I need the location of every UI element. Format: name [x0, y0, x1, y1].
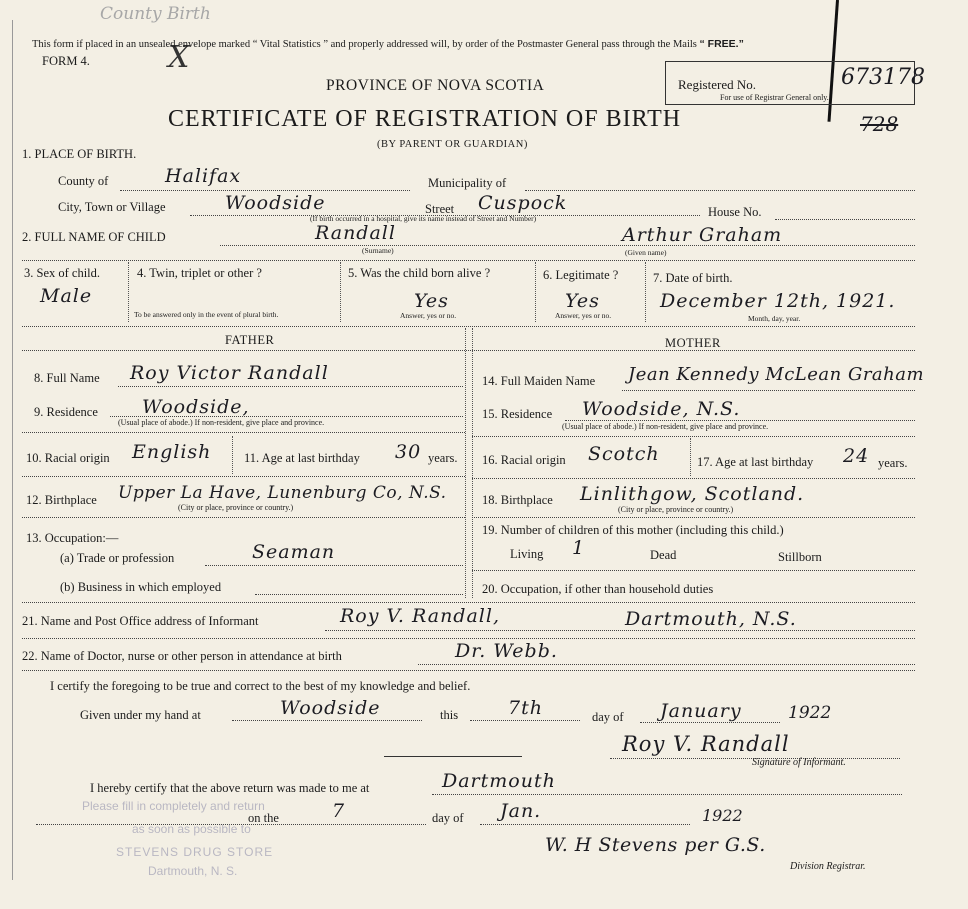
sex-label: 3. Sex of child.	[24, 266, 101, 280]
sex-value: Male	[40, 285, 93, 307]
child-name-label: 2. FULL NAME OF CHILD	[22, 230, 166, 244]
alive-value: Yes	[414, 290, 449, 312]
page-subtitle: (BY PARENT OR GUARDIAN)	[377, 139, 528, 150]
informant-value-2: Dartmouth, N.S.	[625, 608, 797, 630]
registered-label: Registered No.	[678, 77, 756, 92]
mother-birth-caption: (City or place, province or country.)	[618, 505, 734, 514]
seal-line	[384, 756, 522, 757]
father-heading: FATHER	[225, 333, 275, 347]
given-month-line	[640, 722, 780, 723]
registrar-month: Jan.	[500, 800, 542, 822]
signature-caption: Signature of Informant.	[752, 757, 846, 768]
father-birth: Upper La Have, Lunenburg Co, N.S.	[118, 483, 447, 503]
registered-note: For use of Registrar General only.	[720, 93, 829, 102]
father-res-caption: (Usual place of abode.) If non-resident, give place and province.	[118, 418, 325, 427]
mother-name-line	[622, 390, 915, 391]
county-label: County of	[58, 174, 109, 188]
father-name-line	[118, 386, 463, 387]
columns-bottom	[22, 602, 915, 603]
place-heading: 1. PLACE OF BIRTH.	[22, 147, 137, 161]
mother-row-sep2	[472, 478, 915, 479]
mother-row-sep3	[472, 517, 915, 518]
dead-label: Dead	[650, 548, 677, 562]
father-race-label: 10. Racial origin	[26, 451, 110, 465]
father-row-sep3	[22, 517, 465, 518]
row3-div2	[340, 262, 341, 322]
father-res: Woodside,	[142, 396, 250, 418]
house-line	[775, 219, 915, 220]
registrar-place-line	[432, 794, 902, 795]
mother-row-sep1	[472, 436, 915, 437]
stillborn-label: Stillborn	[778, 550, 822, 564]
registered-box	[665, 61, 925, 105]
mother-heading: MOTHER	[665, 336, 721, 350]
legit-label: 6. Legitimate ?	[543, 268, 619, 282]
father-race: English	[132, 441, 212, 463]
registrar-place: Dartmouth	[442, 770, 556, 792]
doctor-line	[418, 664, 915, 665]
street-value: Cuspock	[478, 192, 568, 214]
left-margin-rule	[12, 20, 13, 880]
mother-occ-label: 20. Occupation, if other than household duties	[482, 582, 714, 596]
informant-line	[325, 630, 915, 631]
mother-race-div	[690, 438, 691, 476]
twin-note: To be answered only in the event of plural birth.	[134, 310, 279, 319]
x-mark: X	[168, 40, 190, 75]
page-title: CERTIFICATE OF REGISTRATION OF BIRTH	[168, 106, 682, 132]
father-trade: Seaman	[252, 541, 336, 563]
doctor-value: Dr. Webb.	[455, 640, 558, 662]
father-age: 30	[395, 441, 422, 463]
dob-value: December 12th, 1921.	[660, 290, 896, 312]
registrar-month-line	[480, 824, 690, 825]
given-under-label: Given under my hand at	[80, 708, 201, 722]
row3-div3	[535, 262, 536, 322]
informant-value: Roy V. Randall,	[340, 605, 500, 627]
col-divider-2	[472, 328, 473, 598]
given-place-line	[232, 720, 422, 721]
legit-value: Yes	[565, 290, 600, 312]
mother-age: 24	[843, 445, 870, 467]
father-age-label: 11. Age at last birthday	[244, 451, 360, 465]
informant-signature: Roy V. Randall	[622, 732, 790, 756]
mail-notice-free: “ FREE.”	[699, 38, 744, 50]
mother-age-unit: years.	[878, 456, 908, 470]
registrar-caption: Division Registrar.	[790, 861, 866, 872]
hospital-note: (If birth occurred in a hospital, give its name instead of Street and Number)	[310, 214, 537, 223]
house-label: House No.	[708, 205, 762, 219]
stamp-line-2: as soon as possible to	[132, 822, 251, 836]
county-value: Halifax	[165, 165, 242, 187]
father-occ-label: 13. Occupation:—	[26, 531, 119, 545]
given-month: January	[660, 700, 742, 722]
pencil-note: County Birth	[100, 4, 211, 24]
mother-name: Jean Kennedy McLean Graham	[628, 364, 925, 385]
father-row-sep1	[22, 432, 465, 433]
father-trade-line	[205, 565, 463, 566]
given-place: Woodside	[280, 697, 381, 719]
dob-caption: Month, day, year.	[748, 314, 801, 323]
surname-caption: (Surname)	[362, 246, 394, 255]
mother-res-line	[565, 420, 915, 421]
registrar-signature: W. H Stevens per G.S.	[545, 834, 766, 856]
father-age-unit: years.	[428, 451, 458, 465]
mother-res: Woodside, N.S.	[582, 398, 741, 420]
twin-label: 4. Twin, triplet or other ?	[137, 266, 262, 280]
row3-div1	[128, 262, 129, 322]
row22-bottom	[22, 670, 915, 671]
child-name-line	[220, 245, 915, 246]
father-trade-label: (a) Trade or profession	[60, 551, 175, 565]
father-row-sep2	[22, 476, 465, 477]
father-res-line	[110, 416, 463, 417]
municipality-label: Municipality of	[428, 176, 507, 190]
row21-bottom	[22, 638, 915, 639]
stamp-line-1: Please fill in completely and return	[82, 799, 265, 813]
father-race-div	[232, 436, 233, 474]
registrar-text: I hereby certify that the above return was made to me at	[90, 781, 370, 795]
father-business-label: (b) Business in which employed	[60, 580, 222, 594]
given-year: 1922	[788, 703, 832, 723]
given-caption: (Given name)	[625, 248, 667, 257]
given-day-line	[470, 720, 580, 721]
county-line	[120, 190, 410, 191]
mother-name-label: 14. Full Maiden Name	[482, 374, 596, 388]
mother-age-label: 17. Age at last birthday	[697, 455, 814, 469]
certify-text: I certify the foregoing to be true and correct to the best of my knowledge and belief.	[50, 679, 471, 693]
municipality-line	[525, 190, 915, 191]
given-day: 7th	[508, 697, 543, 719]
alive-caption: Answer, yes or no.	[400, 311, 457, 320]
row3-top	[22, 260, 915, 261]
city-label: City, Town or Village	[58, 200, 166, 214]
mail-notice	[32, 38, 744, 50]
mother-res-caption: (Usual place of abode.) If non-resident, give place and province.	[562, 422, 769, 431]
father-birth-label: 12. Birthplace	[26, 493, 97, 507]
mail-notice-text: This form if placed in an unsealed envelope marked “ Vital Statistics ” and properly addressed will, by order of the Postmaster General pass through the Mails	[32, 39, 697, 50]
city-value: Woodside	[225, 192, 326, 214]
mother-birth: Linlithgow, Scotland.	[580, 483, 805, 505]
mother-res-label: 15. Residence	[482, 407, 553, 421]
father-res-label: 9. Residence	[34, 405, 98, 419]
alive-label: 5. Was the child born alive ?	[348, 266, 491, 280]
registered-number: 673178	[841, 65, 925, 90]
street-label: Street	[425, 202, 455, 216]
father-business-line	[255, 594, 463, 595]
registrar-day: 7	[332, 800, 346, 822]
province-heading: PROVINCE OF NOVA SCOTIA	[326, 77, 545, 94]
living-label: Living	[510, 547, 544, 561]
registrar-year: 1922	[702, 806, 743, 825]
col-divider-1	[465, 328, 466, 598]
mother-birth-label: 18. Birthplace	[482, 493, 553, 507]
father-birth-caption: (City or place, province or country.)	[178, 503, 294, 512]
mother-race: Scotch	[588, 443, 660, 465]
child-surname: Randall	[315, 222, 396, 244]
this-label: this	[440, 708, 459, 722]
father-name-label: 8. Full Name	[34, 371, 100, 385]
registrar-dayof-label: day of	[432, 811, 464, 825]
living-value: 1	[572, 537, 586, 559]
row3-div4	[645, 262, 646, 322]
mother-race-label: 16. Racial origin	[482, 453, 566, 467]
mother-row-sep4	[472, 570, 915, 571]
mother-children-label: 19. Number of children of this mother (including this child.)	[482, 523, 784, 537]
heading-underline	[22, 350, 915, 351]
informant-label: 21. Name and Post Office address of Informant	[22, 614, 259, 628]
on-the-label: on the	[248, 811, 279, 825]
row3-bottom	[22, 326, 915, 327]
dob-label: 7. Date of birth.	[653, 271, 733, 285]
stamp-line-4: Dartmouth, N. S.	[148, 864, 238, 878]
legit-caption: Answer, yes or no.	[555, 311, 612, 320]
child-given-name: Arthur Graham	[622, 224, 783, 246]
dayof-label: day of	[592, 710, 624, 724]
father-name: Roy Victor Randall	[130, 362, 329, 384]
registered-aside: 728	[860, 112, 899, 136]
doctor-label: 22. Name of Doctor, nurse or other person in attendance at birth	[22, 649, 342, 663]
form-number: FORM 4.	[42, 54, 90, 68]
stamp-line-3: STEVENS DRUG STORE	[116, 845, 274, 859]
